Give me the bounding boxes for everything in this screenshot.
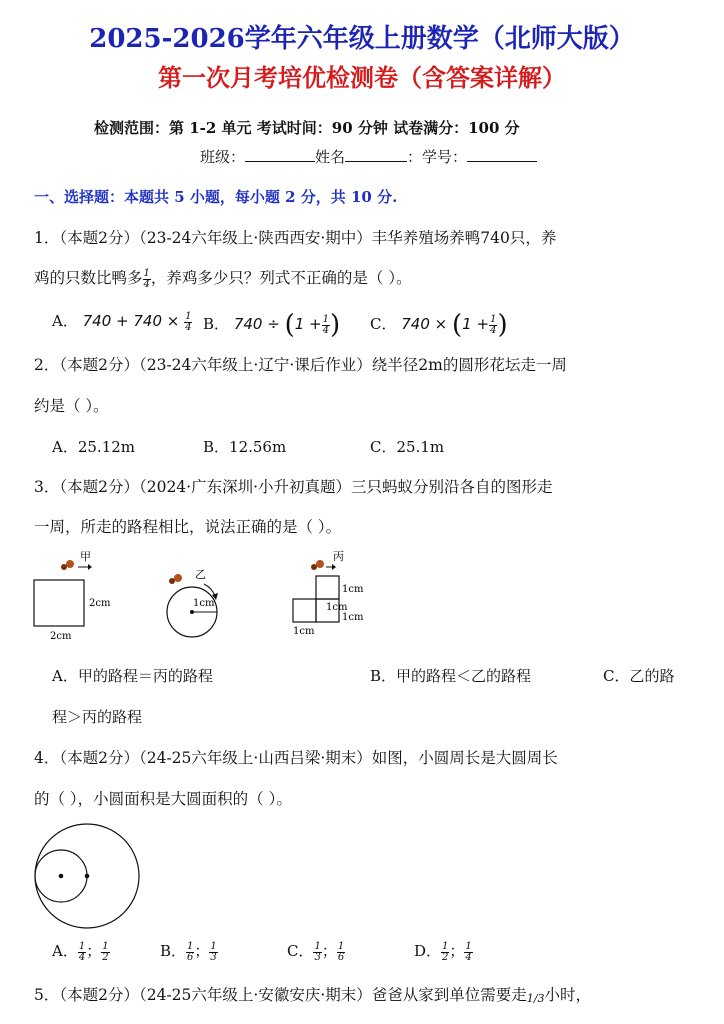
q1-line1: 1．（本题2分）（23-24六年级上·陕西西安·期中）丰华养殖场养鸭740只，养	[34, 229, 557, 247]
q3-line1: 3．（本题2分）（2024·广东深圳·小升初真题）三只蚂蚁分别沿各自的图形走	[34, 478, 553, 496]
label-bing-1: 1cm	[342, 584, 364, 595]
student-fields	[200, 146, 537, 167]
label-bing: 丙	[333, 550, 344, 563]
name-label: 姓名	[315, 148, 346, 166]
q3-option-a[interactable]: A．甲的路程＝丙的路程	[52, 667, 213, 685]
q4-option-c[interactable]: C． $\frac{1}{3}$ ； $\frac{1}{6}$	[287, 940, 345, 963]
q1-option-a[interactable]: A． 740 + 740 × $\frac{1}{4}$	[52, 310, 192, 333]
q3-option-c-cont: 程＞丙的路程	[52, 708, 143, 726]
q1-line2	[34, 266, 412, 290]
q3-option-b[interactable]: B．甲的路程＜乙的路程	[370, 667, 532, 685]
label-yi: 乙	[195, 568, 206, 581]
ant-icon	[66, 560, 74, 568]
label-jia: 甲	[80, 550, 91, 563]
q2-option-c[interactable]: C．25.1m	[370, 438, 445, 456]
q1-line2b: ，养鸡多少只？列式不正确的是（ ）。	[150, 269, 412, 287]
title-line1: 2025-2026学年六年级上册数学（北师大版）	[89, 24, 635, 54]
label-bing-3: 1cm	[342, 612, 364, 623]
section1-heading: 一、选择题：本题共 5 小题，每小题 2 分，共 10 分.	[34, 188, 398, 206]
q4-option-b[interactable]: B． $\frac{1}{6}$ ； $\frac{1}{3}$	[160, 940, 217, 963]
label-bing-2: 1cm	[326, 602, 348, 613]
q2-line2: 约是（ ）。	[34, 397, 109, 415]
q1-fraction: $\frac{1}{4}$	[143, 267, 150, 290]
arrow-right-icon	[88, 564, 92, 570]
id-blank[interactable]	[467, 147, 537, 162]
q5-line1a: 5．（本题2分）（24-25六年级上·安徽安庆·期末）爸爸从家到单位需要走	[34, 986, 527, 1004]
id-label: ：学号：	[407, 148, 468, 166]
q5-line1	[34, 983, 591, 1005]
q5-fraction: 1/3	[526, 992, 545, 1005]
yi-circle-figure	[167, 568, 218, 637]
q4-line2: 的（ ），小圆面积是大圆面积的（ ）。	[34, 790, 292, 808]
name-blank[interactable]	[345, 147, 407, 162]
q4-option-a[interactable]: A． $\frac{1}{4}$ ； $\frac{1}{2}$	[52, 940, 109, 963]
q4-option-d[interactable]: D． $\frac{1}{2}$ ； $\frac{1}{4}$	[414, 940, 472, 963]
q3-option-c[interactable]: C．乙的路	[603, 667, 675, 685]
q4-circles-figure	[30, 822, 145, 932]
info-line: 检测范围：第 1-2 单元 考试时间：90 分钟 试卷满分：100 分	[94, 119, 520, 137]
q2-line1: 2．（本题2分）（23-24六年级上·辽宁·课后作业）绕半径2m的圆形花坛走一周	[34, 356, 567, 374]
q3-figure	[20, 548, 380, 648]
jia-square-figure	[34, 550, 111, 642]
label-jia-bottom: 2cm	[50, 631, 72, 642]
q1-line2a: 鸡的只数比鸭多	[34, 269, 143, 287]
q5-line1b: 小时，	[544, 986, 591, 1004]
label-bing-4: 1cm	[293, 626, 315, 637]
q3-line2: 一周，所走的路程相比，说法正确的是（ ）。	[34, 518, 342, 536]
arrow-right-icon	[332, 564, 336, 570]
bing-squares-figure	[293, 550, 364, 637]
q1-option-b[interactable]: B． 740 ÷ (1 + $\frac{1}{4}$ )	[203, 310, 341, 340]
q2-option-a[interactable]: A．25.12m	[52, 438, 135, 456]
class-label: 班级：	[200, 148, 246, 166]
ant-icon	[316, 560, 324, 568]
ant-icon	[174, 574, 182, 582]
label-yi-radius: 1cm	[193, 598, 215, 609]
class-blank[interactable]	[245, 147, 315, 162]
q1-option-c[interactable]: C． 740 × (1 + $\frac{1}{4}$ )	[370, 310, 508, 340]
label-jia-side: 2cm	[89, 598, 111, 609]
q4-line1: 4．（本题2分）（24-25六年级上·山西吕梁·期末）如图，小圆周长是大圆周长	[34, 749, 558, 767]
q2-option-b[interactable]: B．12.56m	[203, 438, 287, 456]
title-line2: 第一次月考培优检测卷（含答案详解）	[158, 63, 566, 92]
